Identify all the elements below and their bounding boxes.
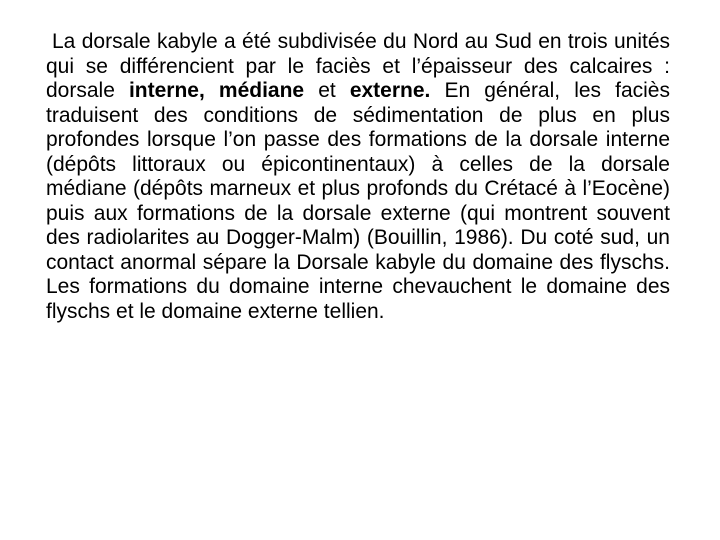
bold-term-externe: externe. xyxy=(349,79,431,102)
paragraph-text-rest: En général, les faciès traduisent des conditions de sédimentation de plus en plus profondes lorsque l’on passe des formations de la dorsale interne (dépôts littoraux ou épicontinentaux) à celles de la dorsale médiane (dépôts marneux et plus profonds du Crétacé à l’Eocène) puis aux formations de la dorsale externe (qui montrent souvent des radiolarites au Dogger-Malm) (Bouillin, 1986). Du coté sud, un contact anormal sépare la Dorsale kabyle du domaine des flyschs. Les formations du domaine interne chevauchent le domaine des flyschs et le domaine externe tellien. xyxy=(46,79,670,323)
bold-term-interne-mediane: interne, médiane xyxy=(128,79,305,102)
paragraph-text-start: La dorsale kabyle a été subdivisée du Nord au Sud en trois unités qui se différencient par le faciès et l’épaisseur des calcaires : dorsale xyxy=(46,30,670,102)
body-paragraph xyxy=(46,30,670,324)
paragraph-text-connector: et xyxy=(304,79,350,102)
